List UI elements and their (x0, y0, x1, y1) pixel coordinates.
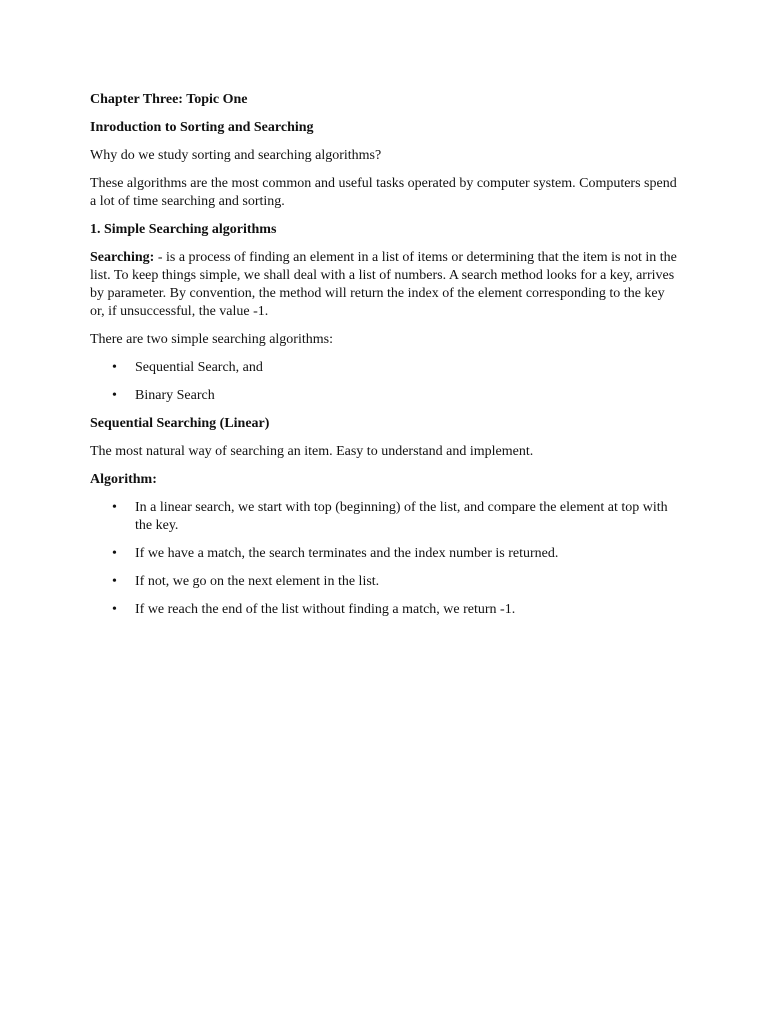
list-item (90, 387, 680, 405)
document-page (90, 91, 680, 629)
list-item (90, 359, 680, 377)
list-item (90, 601, 680, 619)
section1-heading: 1. Simple Searching algorithms (90, 222, 277, 237)
bullet-icon: • (112, 500, 117, 515)
searching-term: Searching: (90, 250, 155, 265)
intro-paragraph: These algorithms are the most common and useful tasks operated by computer system. Computers spend a lot of time searching and sorting. (90, 176, 677, 209)
list-item-text: If not, we go on the next element in the list. (135, 574, 380, 589)
bullet-icon: • (112, 602, 117, 617)
bullet-icon: • (112, 360, 117, 375)
question-paragraph: Why do we study sorting and searching algorithms? (90, 148, 382, 163)
list-item-text: If we have a match, the search terminates and the index number is returned. (135, 546, 559, 561)
sequential-heading: Sequential Searching (Linear) (90, 416, 270, 431)
list-item-text: Sequential Search, and (135, 360, 263, 375)
bullet-icon: • (112, 388, 117, 403)
sequential-description: The most natural way of searching an item. Easy to understand and implement. (90, 444, 534, 459)
list-item (90, 573, 680, 591)
intro-heading: Inroduction to Sorting and Searching (90, 120, 314, 135)
list-item-text: If we reach the end of the list without finding a match, we return -1. (135, 602, 516, 617)
algorithm-heading: Algorithm: (90, 472, 157, 487)
chapter-title: Chapter Three: Topic One (90, 92, 248, 107)
list-item-text: In a linear search, we start with top (beginning) of the list, and compare the element at top with the key. (135, 500, 668, 533)
list-item (90, 499, 680, 535)
bullet-icon: • (112, 546, 117, 561)
two-algorithms-intro: There are two simple searching algorithms: (90, 332, 333, 347)
searching-definition: - is a process of finding an element in a list of items or determining that the item is not in the list. To keep things simple, we shall deal with a list of numbers. A search method looks for a key, arrives by parameter. By convention, the method will return the index of the element corresponding to the key or, if unsuccessful, the value -1. (90, 250, 677, 319)
algorithms-list (90, 359, 680, 405)
searching-definition-paragraph (90, 249, 680, 321)
list-item-text: Binary Search (135, 388, 215, 403)
bullet-icon: • (112, 574, 117, 589)
list-item (90, 545, 680, 563)
algorithm-steps-list (90, 499, 680, 619)
